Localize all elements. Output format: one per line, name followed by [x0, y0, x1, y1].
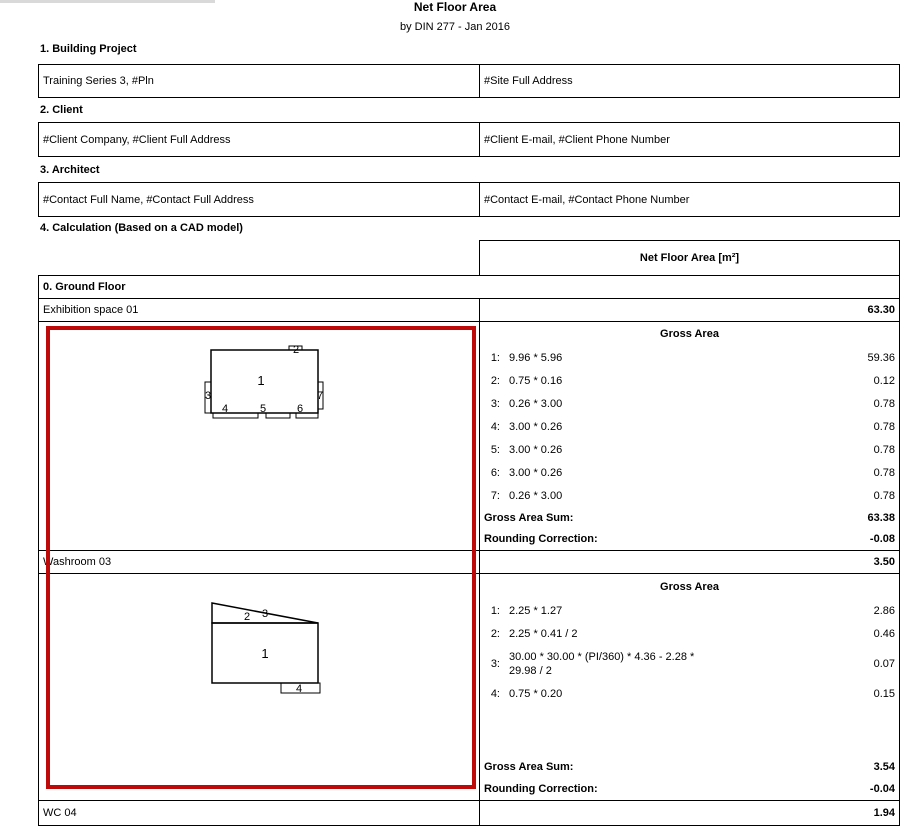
entry-value: 0.78: [873, 397, 895, 410]
floor-plan-diagram-washroom: [39, 574, 480, 800]
entry-formula: 2.25 * 1.27: [509, 604, 563, 617]
room-name: Washroom 03: [39, 551, 480, 573]
rounding-correction-value: -0.08: [869, 533, 895, 546]
entry-value: 59.36: [867, 351, 895, 364]
entry-formula: 3.00 * 0.26: [509, 420, 563, 433]
section-heading-architect: 3. Architect: [40, 164, 100, 176]
gross-area-entry: [480, 622, 899, 645]
rounding-correction-row: [480, 529, 899, 550]
client-company-cell: #Client Company, #Client Full Address: [39, 123, 480, 156]
entry-value: 0.46: [873, 627, 895, 640]
architect-table: [38, 182, 900, 217]
entry-formula: 3.00 * 0.26: [509, 466, 563, 479]
entry-no: 5:: [490, 443, 500, 456]
diagram-label-7: 7: [316, 390, 324, 402]
rounding-correction-label: Rounding Correction:: [484, 783, 598, 795]
section-heading-client: 2. Client: [40, 104, 83, 116]
floor-plan-diagram-exhibition: [39, 322, 480, 550]
entry-no: 2:: [490, 374, 500, 387]
entry-value: 0.78: [873, 466, 895, 479]
page-title: Net Floor Area: [413, 0, 497, 14]
entry-formula: 2.25 * 0.41 / 2: [509, 627, 578, 640]
entry-formula: [509, 650, 835, 678]
gross-area-entry: [480, 484, 899, 507]
diagram-label-2: 2: [243, 611, 251, 623]
entry-formula: 0.75 * 0.20: [509, 687, 563, 700]
section-heading-building-project: 1. Building Project: [40, 43, 137, 55]
entry-no: 4:: [490, 420, 500, 433]
gross-area-entry: [480, 392, 899, 415]
diagram-label-1: 1: [257, 373, 265, 388]
gross-area-header: Gross Area: [660, 328, 719, 341]
entry-value: 0.78: [873, 489, 895, 502]
entry-formula: 9.96 * 5.96: [509, 351, 563, 364]
entry-formula: 0.26 * 3.00: [509, 397, 563, 410]
gross-area-entry: [480, 438, 899, 461]
gross-area-calc-washroom: [480, 574, 899, 800]
entry-no: 6:: [490, 466, 500, 479]
net-floor-area-column-header: Net Floor Area [m²]: [479, 240, 900, 276]
room-row-exhibition-space: [38, 298, 900, 322]
gross-area-entry: [480, 369, 899, 392]
entry-value: 0.07: [873, 657, 895, 670]
client-table: [38, 122, 900, 157]
diagram-label-2: 2: [292, 344, 300, 356]
entry-no: 4:: [490, 687, 500, 700]
diagram-label-1: 1: [261, 646, 269, 661]
entry-value: 0.78: [873, 443, 895, 456]
gross-area-sum-row: [480, 507, 899, 528]
entry-formula-line2: 29.98 / 2: [509, 664, 552, 677]
entry-no: 2:: [490, 627, 500, 640]
room-row-wc: [38, 800, 900, 826]
diagram-label-3: 3: [261, 608, 269, 620]
site-address-cell: #Site Full Address: [484, 75, 573, 87]
floor-plan-sketch-1: [39, 322, 480, 550]
gross-area-sum-value: 63.38: [867, 511, 895, 524]
room-row-washroom: [38, 550, 900, 574]
entry-value: 2.86: [873, 604, 895, 617]
calc-detail-row-washroom: [38, 573, 900, 801]
entry-no: 7:: [490, 489, 500, 502]
room-net-area: 63.30: [867, 304, 895, 316]
entry-no: 1:: [490, 604, 500, 617]
building-project-table: [38, 64, 900, 98]
diagram-label-4: 4: [221, 403, 229, 415]
floor-row-ground-floor: 0. Ground Floor: [38, 275, 900, 299]
gross-area-sum-row: [480, 756, 899, 778]
entry-value: 0.15: [873, 687, 895, 700]
architect-contact-cell: #Contact E-mail, #Contact Phone Number: [484, 193, 690, 206]
diagram-label-3: 3: [204, 390, 212, 402]
gross-area-entry: [480, 599, 899, 622]
entry-formula: 0.75 * 0.16: [509, 374, 563, 387]
entry-formula: 0.26 * 3.00: [509, 489, 563, 502]
architect-name-cell: #Contact Full Name, #Contact Full Address: [39, 183, 480, 216]
gross-area-sum-label: Gross Area Sum:: [484, 761, 574, 773]
building-project-name-cell: Training Series 3, #Pln: [39, 65, 480, 97]
room-name: Exhibition space 01: [39, 299, 480, 321]
gross-area-header: Gross Area: [660, 580, 719, 593]
room-net-area: 3.50: [873, 556, 895, 568]
diagram-label-5: 5: [259, 403, 267, 415]
floor-plan-sketch-2: [39, 574, 480, 800]
rounding-correction-label: Rounding Correction:: [484, 533, 598, 546]
entry-no: 3:: [490, 657, 500, 670]
rounding-correction-row: [480, 778, 899, 800]
page-subtitle: by DIN 277 - Jan 2016: [399, 21, 511, 33]
calc-detail-row-exhibition: [38, 321, 900, 551]
room-name: WC 04: [39, 801, 480, 825]
entry-formula: 3.00 * 0.26: [509, 443, 563, 456]
diagram-label-6: 6: [296, 403, 304, 415]
entry-value: 0.78: [873, 420, 895, 433]
gross-area-sum-value: 3.54: [873, 761, 895, 773]
diagram-label-4: 4: [295, 683, 303, 695]
gross-area-entry: [480, 645, 899, 682]
gross-area-calc-exhibition: [480, 322, 899, 550]
section-heading-calculation: 4. Calculation (Based on a CAD model): [40, 222, 243, 234]
gross-area-sum-label: Gross Area Sum:: [484, 511, 574, 524]
entry-no: 1:: [490, 351, 500, 364]
gross-area-entry: [480, 415, 899, 438]
gross-area-entry: [480, 461, 899, 484]
room-net-area: 1.94: [873, 807, 895, 819]
client-contact-cell: #Client E-mail, #Client Phone Number: [484, 133, 670, 146]
entry-value: 0.12: [873, 374, 895, 387]
gross-area-entry: [480, 346, 899, 369]
entry-formula-line1: 30.00 * 30.00 * (PI/360) * 4.36 - 2.28 *: [509, 650, 695, 663]
gross-area-entry: [480, 682, 899, 705]
rounding-correction-value: -0.04: [869, 783, 895, 795]
entry-no: 3:: [490, 397, 500, 410]
